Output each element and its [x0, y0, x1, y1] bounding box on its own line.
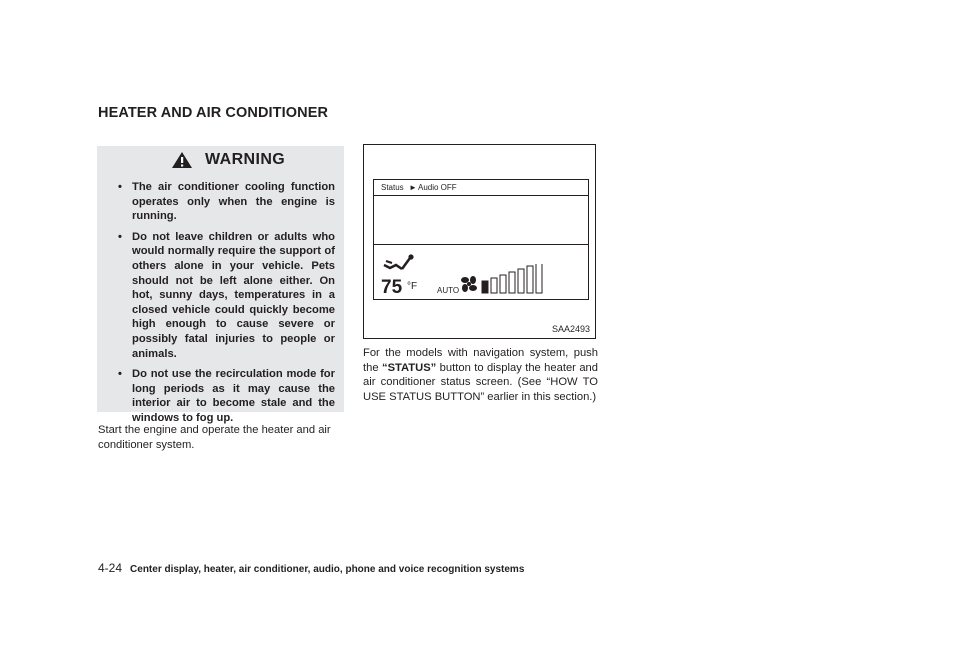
footer-section-name: Center display, heater, air conditioner, audio, phone and voice recognition systems	[130, 564, 525, 575]
audio-status: Audio OFF	[418, 183, 457, 192]
temperature-unit: °F	[407, 281, 418, 292]
fan-speed-bar	[500, 275, 506, 293]
section-title: HEATER AND AIR CONDITIONER	[98, 105, 329, 121]
temperature-value: 75	[381, 277, 403, 298]
intro-paragraph: Start the engine and operate the heater and air conditioner system.	[98, 424, 331, 451]
fan-speed-bar	[491, 278, 497, 293]
warning-list	[97, 180, 344, 432]
fan-speed-bars	[480, 264, 550, 294]
status-button-name: “STATUS”	[381, 361, 437, 374]
divider	[374, 244, 588, 245]
auto-mode-label: AUTO	[437, 286, 460, 295]
display-screen	[373, 179, 589, 300]
figure-code: SAA2493	[551, 324, 590, 334]
warning-item: • The air conditioner cooling function operates only when the engine is running.	[118, 181, 335, 223]
page-number: 4-24	[98, 561, 123, 575]
fan-speed-bar	[518, 269, 524, 293]
airflow-mode-icon	[382, 253, 416, 273]
warning-box	[97, 146, 344, 424]
warning-header	[97, 146, 344, 174]
warning-item: • Do not leave children or adults who would normally require the support of others alone in your vehicle. Pets should not be left alone either. On hot, sunny days, temperatures in a closed vehicle could quickly become high enough to cause severe or possibly fatal injuries to people or animals.	[118, 230, 335, 360]
warning-body	[97, 174, 344, 424]
status-label: Status	[381, 183, 404, 192]
status-bar	[374, 180, 588, 196]
warning-item: • Do not use the recirculation mode for long periods as it may cause the interior air to become stale and the windows to fog up.	[118, 368, 335, 424]
fan-speed-bar	[527, 266, 533, 293]
warning-icon	[171, 151, 193, 169]
fan-speed-bar	[509, 272, 515, 293]
warning-heading: WARNING	[205, 151, 286, 168]
page-footer	[98, 561, 524, 575]
fan-speed-bar	[536, 264, 542, 293]
arrow-right-icon: ►	[409, 183, 417, 192]
fan-speed-bar	[482, 281, 488, 293]
status-screen-figure	[363, 144, 596, 339]
status-paragraph: For the models with navigation system, push the “STATUS” button to display the heater and air conditioner status screen. (See “HOW TO USE STATUS BUTTON” earlier in this section.)	[363, 347, 598, 403]
fan-icon	[460, 275, 478, 293]
